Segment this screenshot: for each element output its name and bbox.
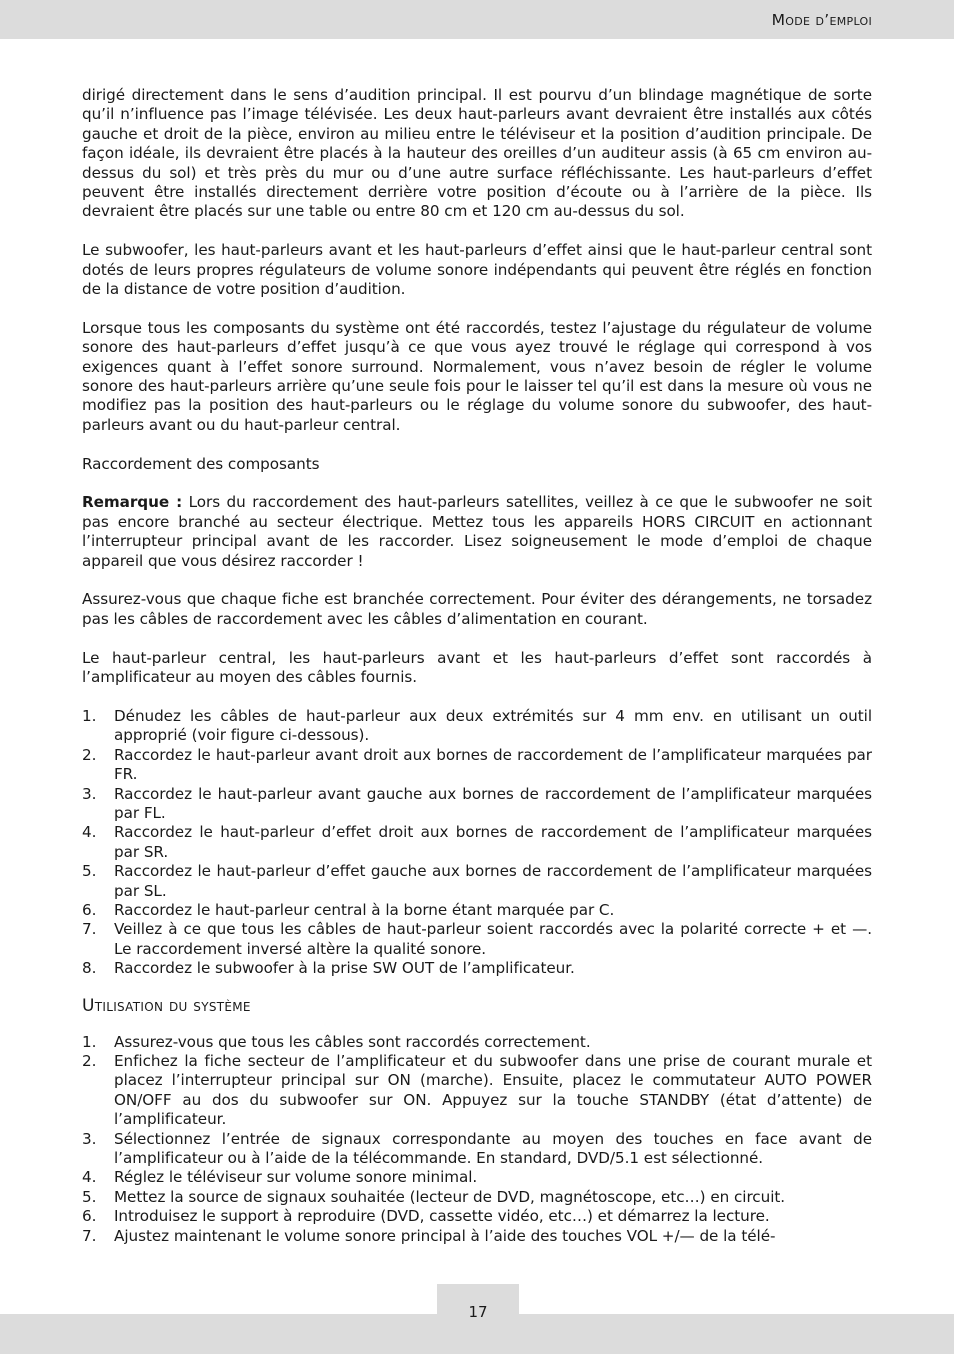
section-title-usage: Utilisation du système xyxy=(82,995,251,1016)
header-title: Mode d’emploi xyxy=(771,11,872,29)
header-bar xyxy=(0,0,954,39)
list-item: 8. Raccordez le subwoofer à la prise SW OUT de l’amplificateur. xyxy=(82,959,575,978)
list-item: 4. Réglez le téléviseur sur volume sonore minimal. xyxy=(82,1168,478,1187)
list-item: 5. Raccordez le haut-parleur d’effet gauche aux bornes de raccordement de l’amplificateur marquées par SL. xyxy=(82,862,872,900)
list-item: 1. Dénudez les câbles de haut-parleur aux deux extrémités sur 4 mm env. en utilisant un outil approprié (voir figure ci-dessous). xyxy=(82,706,872,745)
usage-steps-list xyxy=(82,1033,872,1246)
list-item: 1. Assurez-vous que tous les câbles sont raccordés correctement. xyxy=(82,1032,591,1051)
list-item: 2. Raccordez le haut-parleur avant droit aux bornes de raccordement de l’amplificateur marquées par FR. xyxy=(82,745,872,784)
paragraph-volume-controls: Le subwoofer, les haut-parleurs avant et les haut-parleurs d’effet ainsi que le haut-parleur central sont dotés de leurs propres régulateurs de volume sonore indépendants qui peuvent être réglés en fonction de la distance de votre position d’audition. xyxy=(82,241,872,299)
list-item: 7. Ajustez maintenant le volume sonore principal à l’aide des touches VOL +/— de la télé- xyxy=(82,1226,776,1245)
page-content xyxy=(82,86,872,1246)
remark-text: Lors du raccordement des haut-parleurs satellites, veillez à ce que le subwoofer ne soit pas encore branché au secteur électrique. Mettez tous les appareils HORS CIRCUIT en actionnant l’interrupteur principal avant de les raccorder. Lisez soigneusement le mode d’emploi de chaque appareil que vous désirez raccorder ! xyxy=(82,493,872,570)
page-number: 17 xyxy=(468,1303,488,1321)
list-item: 6. Raccordez le haut-parleur central à la borne étant marquée par C. xyxy=(82,900,615,919)
list-item: 7. Veillez à ce que tous les câbles de haut-parleur soient raccordés avec la polarité correcte + et —. Le raccordement inversé altère la qualité sonore. xyxy=(82,920,872,958)
connection-steps-list xyxy=(82,707,872,979)
list-item: 2. Enfichez la fiche secteur de l’amplificateur et du subwoofer dans une prise de courant murale et placez l’interrupteur principal sur ON (marche). Ensuite, placez le commutateur AUTO POWER ON/OFF au dos du subwoofer sur ON. Appuyez sur la touche STANDBY (état d’attente) de l’amplificateur. xyxy=(82,1051,872,1129)
list-item: 4. Raccordez le haut-parleur d’effet droit aux bornes de raccordement de l’amplificateur marquées par SR. xyxy=(82,823,872,861)
list-item: 3. Raccordez le haut-parleur avant gauche aux bornes de raccordement de l’amplificateur marquées par FL. xyxy=(82,784,872,822)
subheading-connection: Raccordement des composants xyxy=(82,454,320,473)
remark-paragraph xyxy=(82,493,872,571)
list-item: 3. Sélectionnez l’entrée de signaux correspondante au moyen des touches en face avant de l’amplificateur ou à l’aide de la télécommande. En standard, DVD/5.1 est sélectionné. xyxy=(82,1129,872,1168)
paragraph-cables: Le haut-parleur central, les haut-parleurs avant et les haut-parleurs d’effet sont raccordés à l’amplificateur au moyen des câbles fournis. xyxy=(82,648,872,687)
list-item: 6. Introduisez le support à reproduire (DVD, cassette vidéo, etc…) et démarrez la lecture. xyxy=(82,1207,770,1226)
list-item: 5. Mettez la source de signaux souhaitée (lecteur de DVD, magnétoscope, etc…) en circuit. xyxy=(82,1187,786,1206)
paragraph-placement: dirigé directement dans le sens d’audition principal. Il est pourvu d’un blindage magnétique de sorte qu’il n’influence pas l’image télévisée. Les deux haut-parleurs avant devraient être installés aux côtés gauche et droit de la pièce, environ au milieu entre le téléviseur et la position d’audition principale. De façon idéale, ils devraient être placés à la hauteur des oreilles d’un auditeur assis (à 65 cm environ au-dessus du sol) et très près du mur ou d’une autre surface réfléchissante. Les haut-parleurs d’effet peuvent être installés directement derrière votre position d’écoute ou à l’arrière de la pièce. Ils devraient être placés sur une table ou entre 80 cm et 120 cm au-dessus du sol. xyxy=(82,86,872,221)
remark-label: Remarque : xyxy=(82,493,183,512)
paragraph-adjustment: Lorsque tous les composants du système ont été raccordés, testez l’ajustage du régulateur de volume sonore des haut-parleurs d’effet jusqu’à ce que vous ayez trouvé le réglage qui correspond à vos exigences quant à l’effet sonore surround. Normalement, vous n’avez besoin de régler le volume sonore des haut-parleurs arrière qu’une seule fois pour le laisser tel qu’il est dans la mesure où vous ne modifiez pas la position des haut-parleurs ou le réglage du volume sonore du subwoofer, des haut-parleurs avant ou du haut-parleur central. xyxy=(82,318,872,434)
paragraph-plugs: Assurez-vous que chaque fiche est branchée correctement. Pour éviter des dérangements, ne torsadez pas les câbles de raccordement avec les câbles d’alimentation en courant. xyxy=(82,590,872,628)
